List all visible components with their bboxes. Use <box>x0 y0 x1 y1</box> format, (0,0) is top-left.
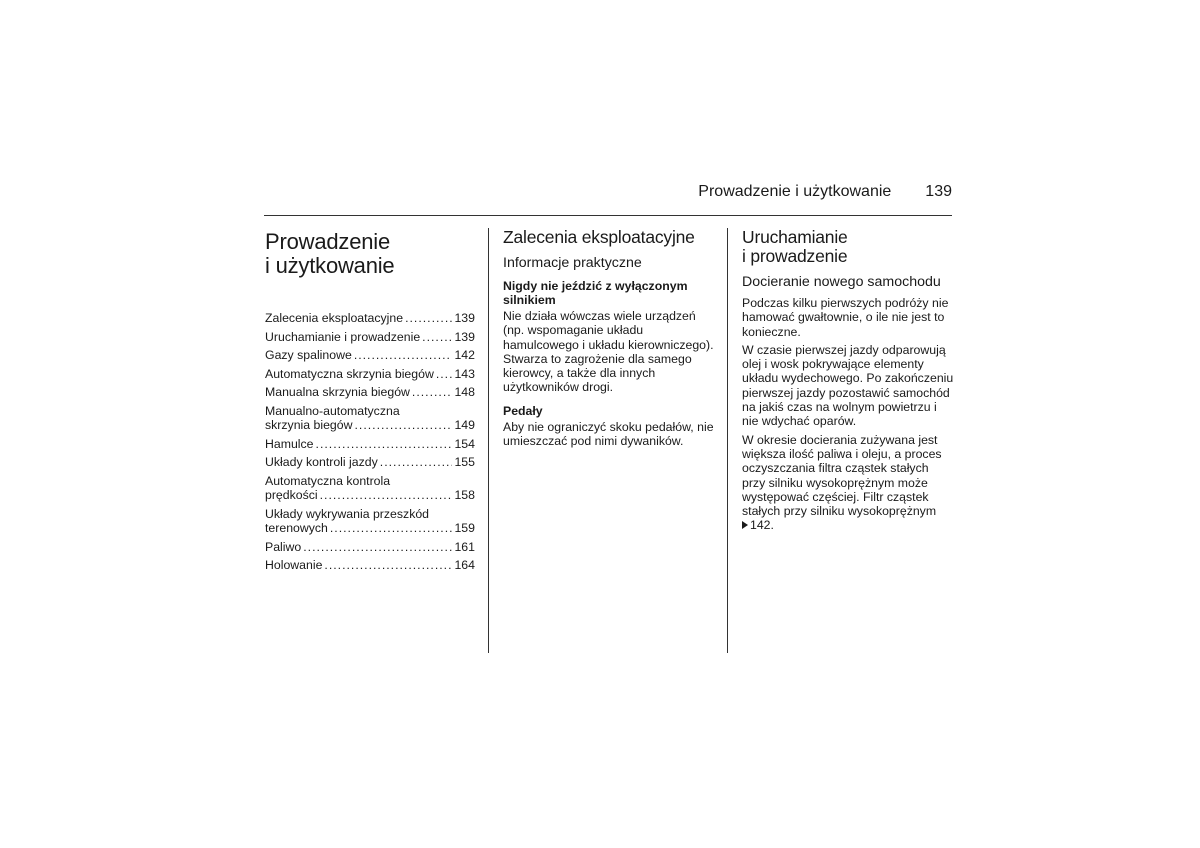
dot-leader <box>412 385 453 400</box>
contents-entry[interactable] <box>265 348 475 363</box>
operating-tips-column <box>503 228 717 452</box>
contents-entry-label: Gazy spalinowe <box>265 348 352 362</box>
dot-leader <box>405 311 452 326</box>
running-header <box>560 183 952 201</box>
contents-entry-row <box>265 488 475 503</box>
dot-leader <box>330 521 453 536</box>
running-in-title: Docieranie nowego samochodu <box>742 274 941 290</box>
contents-entry-row <box>265 540 475 555</box>
contents-entry[interactable] <box>265 540 475 555</box>
contents-entry-row <box>265 311 475 326</box>
contents-entry-label: skrzynia biegów <box>265 418 353 432</box>
contents-entry-label: terenowych <box>265 521 328 535</box>
contents-entry[interactable] <box>265 455 475 470</box>
contents-entry-row <box>265 330 475 345</box>
dot-leader <box>354 348 453 363</box>
section-title-starting-line-2: i prowadzenie <box>742 246 848 266</box>
contents-entry-page: 164 <box>454 558 475 572</box>
chapter-title-line-1: Prowadzenie <box>265 229 390 254</box>
contents-entry-label: Paliwo <box>265 539 302 554</box>
contents-entry-row <box>265 455 475 470</box>
contents-entry-row <box>265 348 475 363</box>
contents-entry-label: Układy kontroli jazdy <box>265 455 378 469</box>
chapter-title <box>265 230 475 278</box>
contents-entry-row <box>265 521 475 536</box>
column-divider-1 <box>488 228 489 653</box>
dot-leader <box>436 367 453 382</box>
contents-entry-page: 159 <box>454 521 475 535</box>
contents-entry[interactable] <box>265 404 475 433</box>
column-divider-2 <box>727 228 728 653</box>
dot-leader <box>354 418 452 433</box>
dot-leader <box>303 540 452 555</box>
dot-leader <box>320 488 453 503</box>
contents-entry-row <box>265 367 475 382</box>
contents-entry-page: 139 <box>454 329 475 344</box>
subsection-title: Informacje praktyczne <box>503 255 642 271</box>
running-in-paragraph-3 <box>742 433 954 533</box>
contents-entry-row <box>265 385 475 400</box>
engine-off-text: Nie działa wówczas wiele urządzeń (np. wspomaganie układu hamulcowego i układu kierowniczego). Stwarza to zagrożenie dla samego kierowcy, a także dla innych użytkowników drogi. <box>503 309 714 395</box>
page-number: 139 <box>925 183 952 200</box>
contents-entry-label: Układy wykrywania przeszkód <box>265 506 430 521</box>
dot-leader <box>422 330 452 345</box>
running-in-paragraph-1: Podczas kilku pierwszych podróży nie hamować gwałtownie, o ile nie jest to konieczne. <box>742 296 949 339</box>
contents-entry-label: Automatyczna skrzynia biegów <box>265 366 434 381</box>
dot-leader <box>316 437 453 452</box>
header-rule <box>264 215 952 216</box>
contents-entry-page: 154 <box>454 436 475 451</box>
contents-entry-page: 158 <box>454 488 475 502</box>
pedals-heading: Pedały <box>503 403 543 418</box>
contents-entry[interactable] <box>265 507 475 536</box>
contents-entry-label: Hamulce <box>265 436 314 451</box>
contents-entry[interactable] <box>265 385 475 400</box>
section-title-starting-line-1: Uruchamianie <box>742 227 848 247</box>
contents-entry[interactable] <box>265 311 475 326</box>
pedals-text: Aby nie ograniczyć skoku pedałów, nie umieszczać pod nimi dywaników. <box>503 419 714 449</box>
chapter-contents-list <box>265 311 475 577</box>
contents-entry-page: 139 <box>454 311 475 325</box>
contents-entry-row <box>265 437 475 452</box>
engine-off-heading: Nigdy nie jeździć z wyłączonym silnikiem <box>503 279 688 307</box>
running-header-section: Prowadzenie i użytkowanie <box>698 183 892 200</box>
section-title-starting <box>742 228 954 266</box>
contents-entry[interactable] <box>265 437 475 452</box>
running-in-paragraph-3-text: W okresie docierania zużywana jest większa ilość paliwa i oleju, a proces oczyszczania filtra cząstek stałych przy silniku wysokoprężnym może występować częściej. Filtr cząstek stałych przy silniku wysokoprężnym <box>742 432 942 519</box>
running-in-paragraph-2: W czasie pierwszej jazdy odparowują olej i wosk pokrywające elementy układu wydechowego. Po zakończeniu pierwszej jazdy pozostawić samochód na jakiś czas na wolnym powietrzu i nie wdychać oparów. <box>742 342 954 429</box>
contents-entry-label: Automatyczna kontrola <box>265 473 391 488</box>
chapter-column <box>265 228 475 572</box>
contents-entry-row <box>265 558 475 573</box>
cross-reference-page: 142. <box>750 518 774 533</box>
contents-entry-label: Manualna skrzynia biegów <box>265 385 410 399</box>
contents-entry[interactable] <box>265 558 475 573</box>
contents-entry-page: 143 <box>454 366 475 381</box>
contents-entry[interactable] <box>265 330 475 345</box>
reference-arrow-icon <box>742 521 748 529</box>
contents-entry-label: Manualno-automatyczna <box>265 403 400 418</box>
contents-entry-page: 148 <box>454 385 475 399</box>
contents-entry-label: Zalecenia eksploatacyjne <box>265 311 404 325</box>
contents-entry-page: 142 <box>454 348 475 362</box>
contents-entry-page: 155 <box>454 455 475 469</box>
contents-entry-row <box>265 418 475 433</box>
contents-entry[interactable] <box>265 367 475 382</box>
contents-entry-label: Uruchamianie i prowadzenie <box>265 329 421 344</box>
starting-driving-column <box>742 228 954 537</box>
section-title: Zalecenia eksploatacyjne <box>503 227 695 247</box>
contents-entry[interactable] <box>265 474 475 503</box>
chapter-title-line-2: i użytkowanie <box>265 253 395 278</box>
dot-leader <box>324 558 452 573</box>
contents-entry-page: 149 <box>454 418 475 432</box>
contents-entry-label: Holowanie <box>265 558 323 572</box>
dot-leader <box>380 455 453 470</box>
contents-entry-label: prędkości <box>265 488 318 502</box>
contents-entry-page: 161 <box>454 539 475 554</box>
